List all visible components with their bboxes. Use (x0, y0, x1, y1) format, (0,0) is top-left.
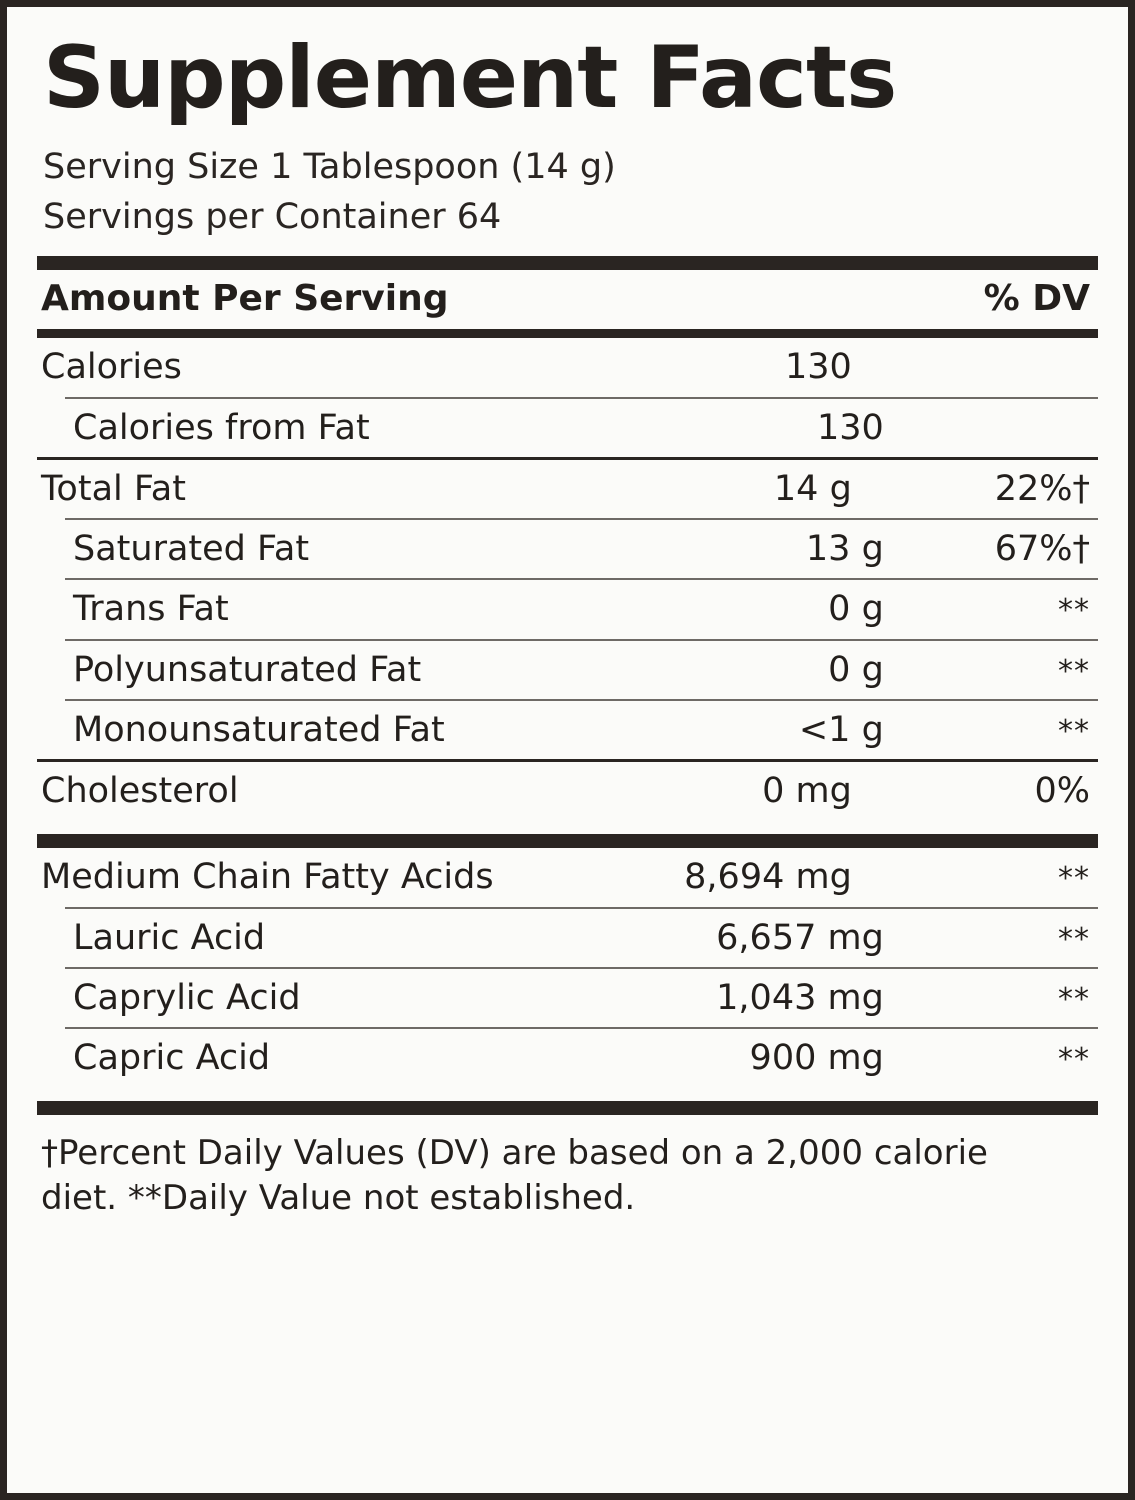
footnote (41, 1131, 1094, 1221)
table-row (37, 338, 1098, 396)
nutrient-dv: ** (1058, 921, 1090, 957)
nutrient-dv: 22%† (994, 468, 1090, 509)
table-row (37, 520, 1098, 578)
nutrient-name: Calories from Fat (73, 407, 370, 448)
table-row (37, 909, 1098, 967)
amount-per-serving-label: Amount Per Serving (41, 278, 449, 320)
table-row (37, 399, 1098, 457)
nutrient-table-secondary (37, 848, 1098, 1087)
nutrient-name: Lauric Acid (73, 917, 266, 958)
nutrient-dv: ** (1058, 653, 1090, 689)
serving-info (43, 143, 1098, 242)
nutrient-dv: ** (1058, 713, 1090, 749)
divider-thick-bottom (37, 1101, 1098, 1115)
nutrient-name: Calories (41, 347, 182, 388)
nutrient-name: Cholesterol (41, 771, 239, 812)
nutrient-name: Saturated Fat (73, 529, 310, 570)
nutrient-dv: ** (1058, 981, 1090, 1017)
nutrient-name: Medium Chain Fatty Acids (41, 857, 494, 898)
footnote-line-2: diet. **Daily Value not established. (41, 1178, 636, 1219)
table-row (37, 701, 1098, 759)
page-title: Supplement Facts (43, 28, 897, 128)
nutrient-amount: 13 g (805, 529, 884, 570)
nutrient-amount: 0 mg (762, 771, 852, 812)
nutrient-amount: 130 (784, 347, 852, 388)
nutrient-amount: 1,043 mg (716, 977, 884, 1018)
nutrient-dv: ** (1058, 593, 1090, 629)
nutrient-amount: 0 g (828, 649, 884, 690)
nutrient-amount: <1 g (798, 709, 884, 750)
footnote-line-1: †Percent Daily Values (DV) are based on a 2,000 calorie (41, 1133, 988, 1174)
nutrient-dv: ** (1058, 1042, 1090, 1078)
nutrient-amount: 130 (816, 407, 884, 448)
nutrient-name: Trans Fat (73, 589, 229, 630)
nutrient-amount: 0 g (828, 589, 884, 630)
table-row (37, 969, 1098, 1027)
serving-size: Serving Size 1 Tablespoon (14 g) (43, 147, 616, 187)
nutrient-amount: 900 mg (749, 1038, 884, 1079)
nutrient-name: Capric Acid (73, 1038, 271, 1079)
nutrient-table-primary (37, 338, 1098, 820)
table-row (37, 762, 1098, 820)
dv-header-label: % DV (983, 278, 1090, 320)
nutrient-dv: 0% (1034, 771, 1090, 812)
nutrient-amount: 14 g (773, 468, 852, 509)
nutrient-dv: ** (1058, 861, 1090, 897)
nutrient-amount: 6,657 mg (716, 917, 884, 958)
nutrient-name: Monounsaturated Fat (73, 709, 445, 750)
table-row (37, 848, 1098, 906)
nutrient-name: Caprylic Acid (73, 977, 301, 1018)
nutrient-name: Total Fat (41, 468, 186, 509)
nutrient-amount: 8,694 mg (684, 857, 852, 898)
amount-per-serving-header (37, 270, 1098, 329)
divider-thick-top (37, 256, 1098, 270)
nutrient-name: Polyunsaturated Fat (73, 649, 422, 690)
table-row (37, 641, 1098, 699)
divider-mid-1 (37, 329, 1098, 338)
servings-per-container: Servings per Container 64 (43, 196, 502, 237)
table-row (37, 460, 1098, 518)
table-row (37, 580, 1098, 638)
nutrient-dv: 67%† (994, 529, 1090, 570)
table-row (37, 1029, 1098, 1087)
divider-thick-middle (37, 834, 1098, 848)
